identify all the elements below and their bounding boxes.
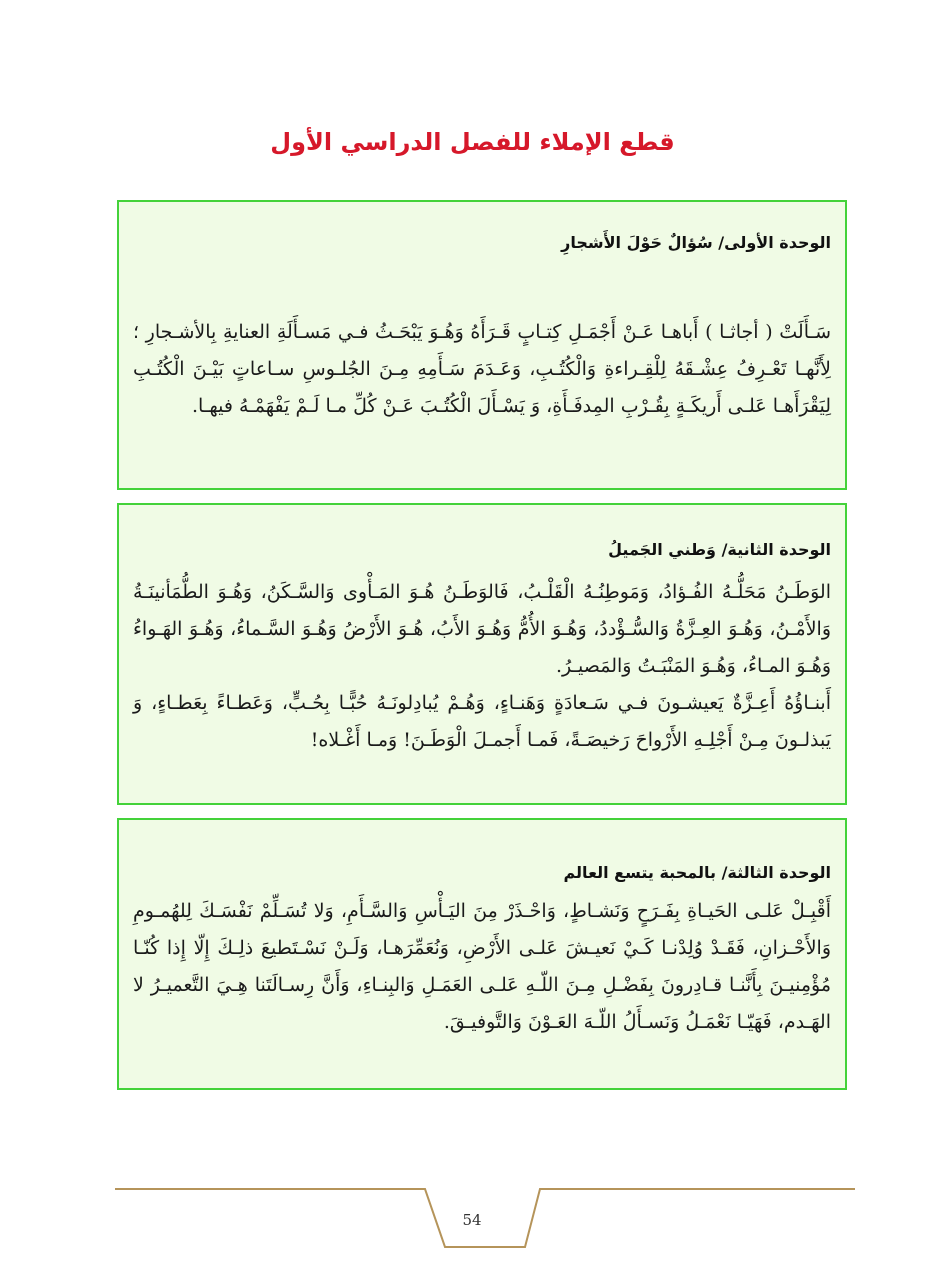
unit-3-box [117,818,847,1090]
unit-2-text [133,574,831,759]
unit-2-box [117,503,847,805]
unit-2-paragraph-2: أَبنـاؤُهُ أَعِـزَّةٌ يَعيشـونَ فـي سَـعادَةٍ وَهَنـاءٍ، وَهُـمْ يُبادِلونَـهُ حُبًّـا بِحُـبٍّ، وَعَطـاءً بِعَطـاءٍ، وَ يَبذلـونَ مِـنْ أَجْلِـهِ الأَرْواحَ رَخيصَـةً، فَمـا أَجمـلَ الْوَطَـنَ! وَمـا أَغْـلاه! [133,692,831,751]
unit-3-heading: الوحدة الثالثة/ بالمحبة يتسع العالم [563,863,831,882]
unit-2-heading: الوحدة الثانية/ وَطني الجَميلُ [608,540,831,559]
unit-3-text [133,893,831,1041]
unit-1-box [117,200,847,490]
unit-3-paragraph: أَقْبِـلْ عَلـى الحَيـاةِ بِفَـرَحٍ وَنَشـاطٍ، وَاحْـذَرْ مِنَ اليَـأْسِ وَالسَّـأَمِ، وَلا تُسَـلِّمْ نَفْسَـكَ لِلهُمـومِ وَالأَحْـزانِ، فَقَـدْ وُلِدْنـا كَـيْ نَعيـشَ عَلـى الأَرْضِ، وَنُعَمِّرَهـا، وَلَـنْ نَسْـتَطيعَ ذلِـكَ إِلّا إِذا كُنّـا مُؤْمِنيـنَ بِأَنَّنـا قـادِرونَ بِفَضْـلِ مِـنَ اللّـهِ عَلـى العَمَـلِ وَالبِنـاءِ، وَأَنَّ رِسـالَتَنا هِـيَ التَّعميـرُ لا الهَـدم، فَهَيّـا نَعْمَـلُ وَنَسـأَلُ اللّـهَ العَـوْنَ وَالتَّوفيـقَ. [133,900,831,1033]
unit-2-paragraph-1: الوَطَـنُ مَحَلُّـهُ الفُـؤادُ، وَمَوطِنُـهُ الْقَلْـبُ، فَالوَطَـنُ هُـوَ المَـأْوى وَالسَّـكَنُ، وَهُـوَ الطُّمَأنينَـةُ وَالأَمْـنُ، وَهُـوَ العِـزَّةُ وَالسُّـؤْددُ، وَهُـوَ الأُمُّ وَهُـوَ الأَبُ، هُـوَ الأَرْضُ وَهُـوَ السَّـماءُ، وَهُـوَ الهَـواءُ وَهُـوَ المـاءُ، وَهُـوَ المَنْبَـتُ وَالمَصيـرُ. [133,581,831,677]
page-number: 54 [462,1211,482,1229]
page-title: قطع الإملاء للفصل الدراسي الأول [270,128,675,156]
unit-1-paragraph: سَـأَلَتْ ( أجاثـا ) أَباهـا عَـنْ أَجْمَـلِ كِتـابٍ قَـرَأَهُ وَهُـوَ يَبْحَـثُ فـي مَسـأَلَةِ العنايةِ بِالأشـجارِ ؛ لِأَنَّهـا تَعْـرِفُ عِشْـقَهُ لِلْقِـراءةِ وَالْكُتُـبِ، وَعَـدَمَ سَـأَمِهِ مِـنَ الجُلـوسِ سـاعاتٍ بَيْـنَ الْكُتُـبِ لِيَقْرَأَهـا عَلـى أَريكَـةٍ بِقُـرْبِ المِدفَـأَةِ، وَ يَسْـأَلَ الْكُتُـبَ عَـنْ كُلِّ مـا لَـمْ يَفْهَمْـهُ فيهـا. [133,321,831,417]
unit-1-text [133,314,831,425]
unit-1-heading: الوحدة الأولى/ سُؤالٌ حَوْلَ الأَشجارِ [561,233,831,252]
